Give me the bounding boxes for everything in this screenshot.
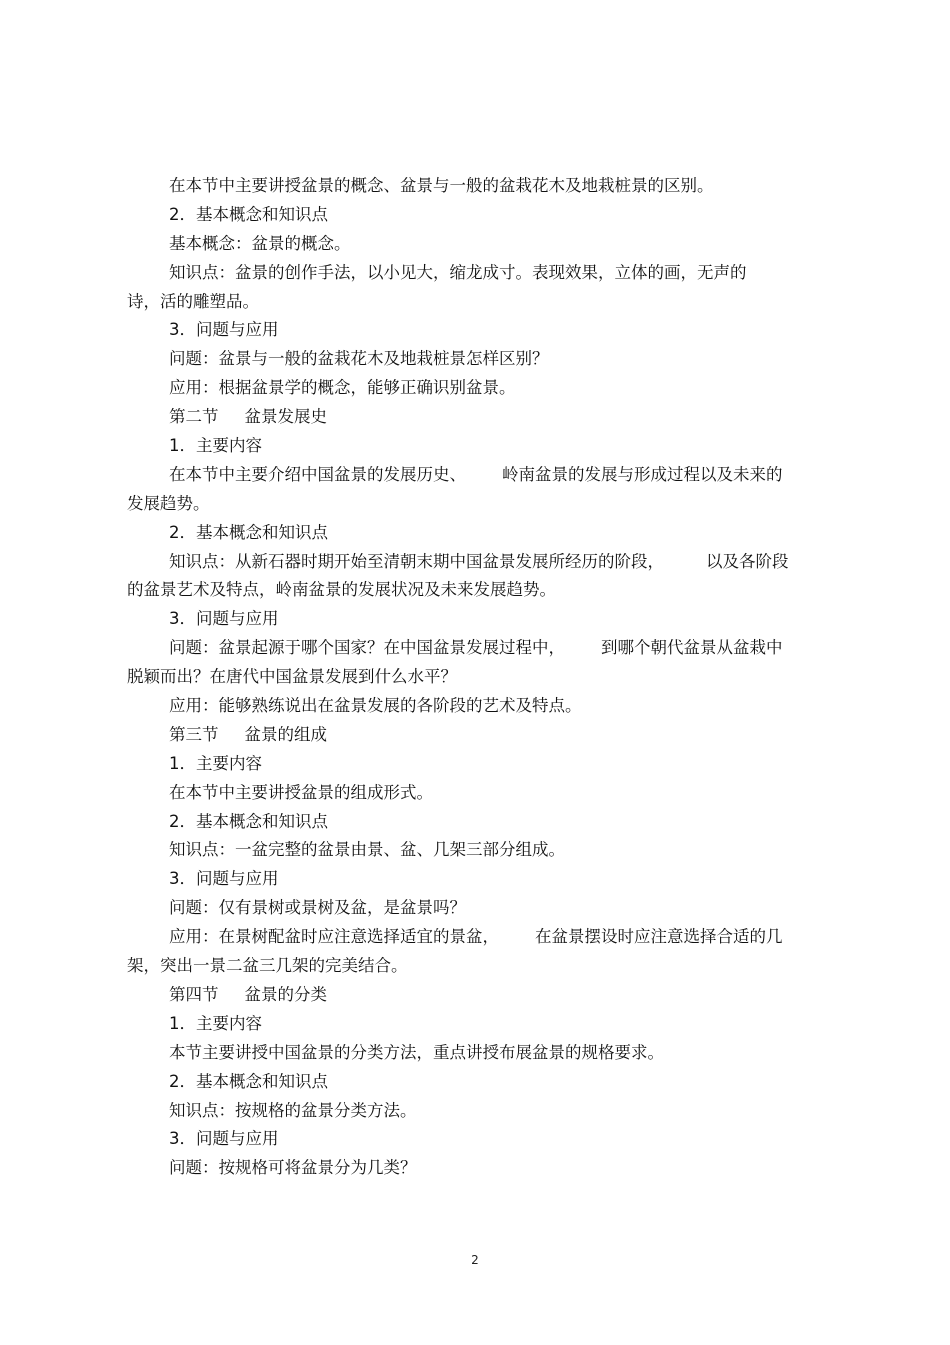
text-segment: 3．问题与应用 <box>169 869 279 889</box>
text-segment: 的盆景艺术及特点，岭南盆景的发展状况及未来发展趋势。 <box>127 580 556 600</box>
text-segment: 第二节 <box>169 407 219 427</box>
text-segment: 应用：能够熟练说出在盆景发展的各阶段的艺术及特点。 <box>169 696 582 716</box>
text-line <box>127 692 827 721</box>
text-segment: 2．基本概念和知识点 <box>169 811 328 831</box>
text-line <box>127 1010 827 1039</box>
text-segment: 脱颖而出？在唐代中国盆景发展到什么水平？ <box>127 667 457 687</box>
body-text <box>127 172 827 1183</box>
text-segment: 知识点：一盆完整的盆景由景、盆、几架三部分组成。 <box>169 840 565 860</box>
text-line <box>127 259 827 288</box>
text-line <box>127 519 827 548</box>
text-segment: 2．基本概念和知识点 <box>169 522 328 542</box>
text-segment: 盆景的组成 <box>244 724 327 744</box>
text-line <box>127 201 827 230</box>
text-segment: 盆景发展史 <box>244 407 327 427</box>
text-segment: 3．问题与应用 <box>169 320 279 340</box>
text-segment: 3．问题与应用 <box>169 609 279 629</box>
text-line <box>127 374 827 403</box>
page-number: 2 <box>471 1253 479 1267</box>
text-segment: 1．主要内容 <box>169 436 262 456</box>
text-segment: 应用：在景树配盆时应注意选择适宜的景盆， <box>169 927 499 947</box>
text-line <box>127 1125 827 1154</box>
text-segment: 在盆景摆设时应注意选择合适的几 <box>535 927 783 947</box>
text-line <box>127 345 827 374</box>
text-segment: 岭南盆景的发展与形成过程以及未来的 <box>502 464 783 484</box>
text-segment: 在本节中主要介绍中国盆景的发展历史、 <box>169 464 466 484</box>
text-segment: 3．问题与应用 <box>169 1129 279 1149</box>
text-segment: 诗，活的雕塑品。 <box>127 291 259 311</box>
text-segment: 问题：盆景起源于哪个国家？在中国盆景发展过程中， <box>169 638 565 658</box>
text-segment: 本节主要讲授中国盆景的分类方法，重点讲授布展盆景的规格要求。 <box>169 1042 664 1062</box>
text-line <box>127 316 827 345</box>
text-segment: 基本概念：盆景的概念。 <box>169 233 351 253</box>
text-line <box>127 288 827 317</box>
text-segment: 应用：根据盆景学的概念，能够正确识别盆景。 <box>169 378 516 398</box>
text-line <box>127 836 827 865</box>
text-line <box>127 1068 827 1097</box>
text-line <box>127 779 827 808</box>
text-line <box>127 952 827 981</box>
text-line <box>127 172 827 201</box>
text-segment: 第四节 <box>169 984 219 1004</box>
text-segment: 在本节中主要讲授盆景的组成形式。 <box>169 782 433 802</box>
text-segment: 知识点：从新石器时期开始至清朝末期中国盆景发展所经历的阶段， <box>169 551 664 571</box>
text-line <box>127 1039 827 1068</box>
text-line <box>127 1097 827 1126</box>
text-segment: 在本节中主要讲授盆景的概念、盆景与一般的盆栽花木及地栽桩景的区别。 <box>169 176 714 195</box>
text-segment: 到哪个朝代盆景从盆栽中 <box>601 638 783 658</box>
text-segment: 问题：盆景与一般的盆栽花木及地栽桩景怎样区别？ <box>169 349 549 369</box>
text-segment: 架，突出一景二盆三几架的完美结合。 <box>127 956 408 976</box>
text-segment: 知识点：盆景的创作手法，以小见大，缩龙成寸。表现效果，立体的画，无声的 <box>169 262 747 282</box>
text-line <box>127 461 827 490</box>
text-line <box>127 605 827 634</box>
text-segment: 以及各阶段 <box>706 551 789 571</box>
text-line <box>127 490 827 519</box>
text-line <box>127 721 827 750</box>
text-line <box>127 230 827 259</box>
text-segment: 问题：仅有景树或景树及盆，是盆景吗？ <box>169 898 466 918</box>
text-line <box>127 923 827 952</box>
text-line <box>127 663 827 692</box>
text-line <box>127 808 827 837</box>
text-segment: 1．主要内容 <box>169 753 262 773</box>
text-segment: 2．基本概念和知识点 <box>169 1071 328 1091</box>
text-segment: 问题：按规格可将盆景分为几类？ <box>169 1158 417 1178</box>
text-segment: 第三节 <box>169 724 219 744</box>
text-line <box>127 634 827 663</box>
text-segment: 发展趋势。 <box>127 493 210 513</box>
text-segment: 1．主要内容 <box>169 1013 262 1033</box>
text-line <box>127 576 827 605</box>
text-line <box>127 1154 827 1183</box>
text-line <box>127 432 827 461</box>
text-segment: 知识点：按规格的盆景分类方法。 <box>169 1100 417 1120</box>
text-segment: 2．基本概念和知识点 <box>169 204 328 224</box>
text-line <box>127 750 827 779</box>
text-line <box>127 981 827 1010</box>
text-line <box>127 548 827 577</box>
text-segment: 盆景的分类 <box>244 984 327 1004</box>
text-line <box>127 894 827 923</box>
text-line <box>127 865 827 894</box>
text-line <box>127 403 827 432</box>
